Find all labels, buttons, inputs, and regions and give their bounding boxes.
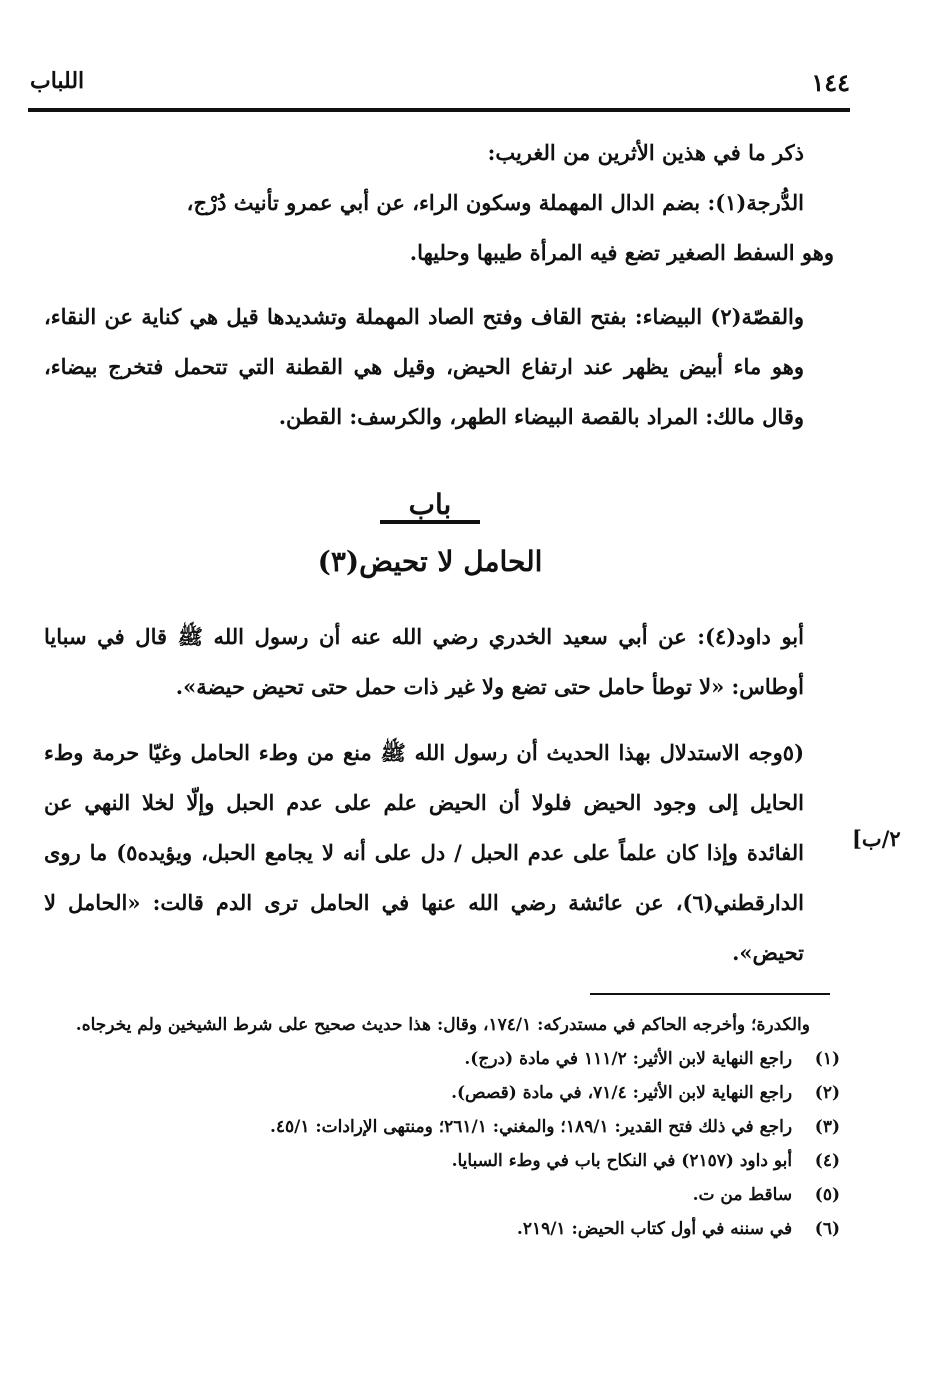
- footnote-text: أبو داود (٢١٥٧) في النكاح باب في وطء السبايا.: [451, 1151, 793, 1171]
- text-block: (٥وجه الاستدلال بهذا الحديث أن رسول الله ﷺ منع من وطء الحامل وغيّا حرمة وطء الحايل إلى وجود الحيض فلولا أن الحيض علم على عدم الحبل وإلّا لخلا النهي عن الفائدة وإذا كان علماً على عدم الحبل / دل على أنه لا يجامع الحبل، ويؤيده٥) ما روى الدارقطني(٦)، عن عائشة رضي الله عنها في الحامل ترى الدم قالت: «الحامل لا تحيض».: [44, 740, 804, 965]
- footnote-number: (٣): [814, 1117, 840, 1137]
- footnotes: [50, 1008, 840, 1246]
- running-title: اللباب: [30, 68, 85, 94]
- manuscript-folio-marker: ٢/ب]: [852, 826, 901, 851]
- page-number: ١٤٤: [811, 68, 850, 97]
- chapter-title: الحامل لا تحيض(٣): [317, 545, 543, 578]
- footnote-separator: [590, 993, 830, 995]
- glossary-paragraph-1: [44, 128, 834, 278]
- footnote-item: [50, 1144, 840, 1178]
- page-header: [30, 68, 850, 104]
- footnote-item: [50, 1042, 840, 1076]
- glossary-paragraph-2: [44, 292, 834, 442]
- header-rule: [28, 108, 850, 112]
- footnote-item: [50, 1212, 840, 1246]
- footnote-number: (٢): [814, 1083, 840, 1103]
- footnote-text: راجع في ذلك فتح القدير: ١٨٩/١؛ والمغني: ٢٦١/١؛ ومنتهى الإرادات: ٤٥/١.: [269, 1117, 793, 1137]
- text-line: وهو السفط الصغير تضع فيه المرأة طيبها وحليها.: [409, 240, 834, 265]
- footnote-text: ساقط من ت.: [692, 1185, 793, 1205]
- footnote-number: (٤): [814, 1151, 840, 1171]
- text-block: والقصّة(٢) البيضاء: بفتح القاف وفتح الصاد المهملة وتشديدها قيل هي كناية عن النقاء، وهو ماء أبيض يظهر عند ارتفاع الحيض، وقيل هي القطنة التي تتحمل فتخرج بيضاء، وقال مالك: المراد بالقصة البيضاء الطهر، والكرسف: القطن.: [44, 304, 804, 429]
- footnote-number: (١): [814, 1049, 840, 1069]
- footnote-continuation: والكدرة؛ وأخرجه الحاكم في مستدركه: ١٧٤/١، وقال: هذا حديث صحيح على شرط الشيخين ولم يخرجاه.: [75, 1015, 810, 1035]
- footnote-number: (٦): [814, 1219, 840, 1239]
- footnote-text: في سننه في أول كتاب الحيض: ٢١٩/١.: [516, 1219, 793, 1239]
- footnote-number: (٥): [814, 1185, 840, 1205]
- text-block: أبو داود(٤): عن أبي سعيد الخدري رضي الله عنه أن رسول الله ﷺ قال في سبايا أوطاس: «لا توطأ حامل حتى تضع ولا غير ذات حمل حتى تحيض حيضة».: [44, 624, 804, 699]
- footnote-text: راجع النهاية لابن الأثير: ١١١/٢ في مادة (درج).: [464, 1049, 793, 1069]
- footnote-item: [50, 1110, 840, 1144]
- footnote-item: [50, 1076, 840, 1110]
- chapter-label-rule: [380, 520, 480, 524]
- footnote-item: [50, 1178, 840, 1212]
- chapter-label: باب: [408, 488, 452, 521]
- footnote-text: راجع النهاية لابن الأثير: ٧١/٤، في مادة (قصص).: [451, 1083, 793, 1103]
- text-line: الدُّرجة(١): بضم الدال المهملة وسكون الراء، عن أبي عمرو تأنيث دُرْج،: [186, 190, 804, 215]
- section-heading: ذكر ما في هذين الأثرين من الغريب:: [487, 140, 804, 165]
- argument-paragraph: [44, 728, 834, 978]
- hadith-paragraph: [44, 612, 834, 712]
